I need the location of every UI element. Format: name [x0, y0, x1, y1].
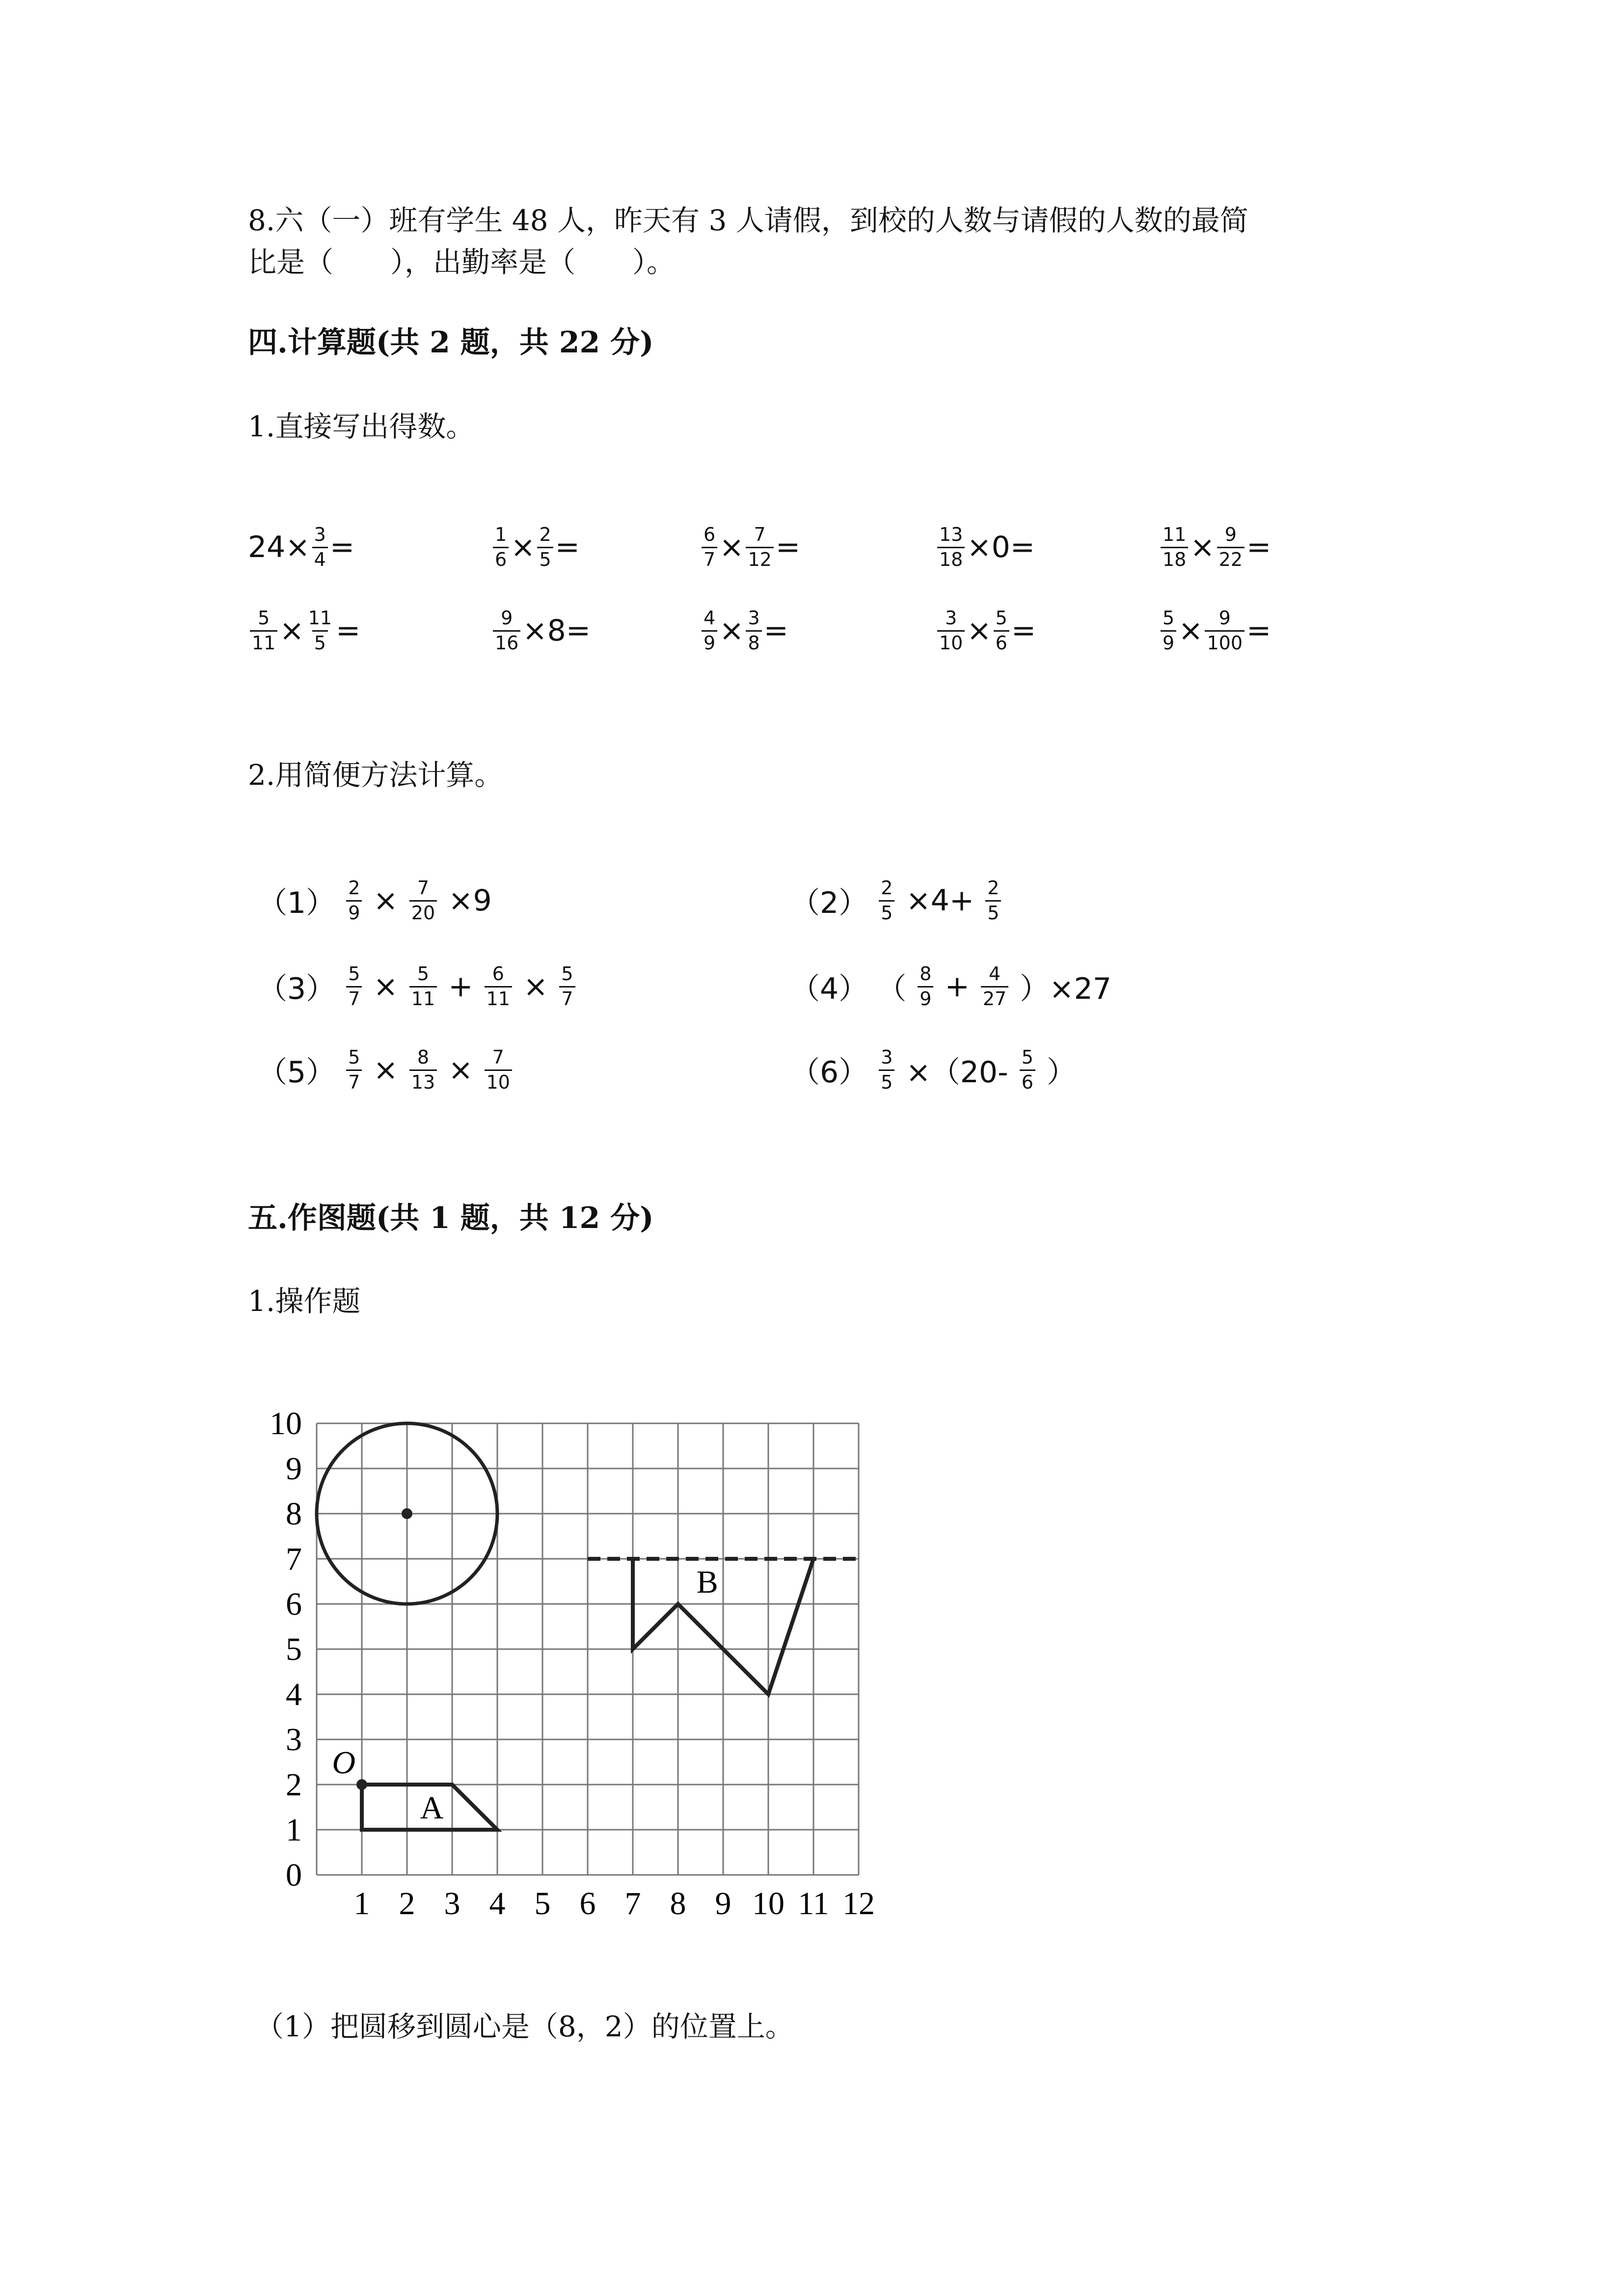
numerator: 3 [881, 1046, 893, 1068]
simplify-calc-item [790, 1033, 1076, 1107]
denominator: 5 [879, 1069, 894, 1093]
section5-heading: 五.作图题(共 1 题，共 12 分) [248, 1201, 654, 1235]
fraction [493, 525, 509, 570]
numerator: 5 [1021, 1046, 1033, 1068]
s4-q2-prompt: 2.用简便方法计算。 [248, 758, 503, 792]
denominator: 6 [1020, 1069, 1035, 1093]
fraction [1020, 1048, 1035, 1093]
s5-sub1: （1）把圆移到圆心是（8，2）的位置上。 [255, 2010, 794, 2043]
fraction [985, 879, 1001, 923]
denominator: 9 [918, 986, 933, 1009]
q8-line1: 8.六（一）班有学生 48 人，昨天有 3 人请假，到校的人数与请假的人数的最简 [248, 204, 1248, 237]
numerator: 13 [939, 523, 963, 545]
denominator: 13 [409, 1069, 437, 1093]
x-tick-label: 8 [670, 1886, 686, 1922]
simplify-calc-item [258, 864, 492, 937]
math-token: ） [1037, 1055, 1077, 1090]
numerator: 7 [492, 1046, 504, 1068]
direct-calc-item [700, 594, 788, 667]
x-tick-label: 5 [534, 1886, 551, 1922]
fraction [879, 879, 894, 923]
numerator: 3 [945, 607, 957, 629]
item-label: （2） [790, 886, 868, 920]
y-tick-label: 9 [286, 1451, 302, 1487]
y-tick-label: 8 [286, 1496, 302, 1532]
fraction [879, 1048, 894, 1093]
x-tick-label: 10 [752, 1886, 785, 1922]
direct-calc-item [1159, 510, 1271, 584]
math-token: = [1246, 614, 1272, 648]
denominator: 6 [994, 630, 1009, 653]
direct-calc-item [935, 510, 1035, 584]
numerator: 8 [920, 962, 932, 985]
denominator: 7 [559, 986, 575, 1009]
direct-calc-item [700, 510, 800, 584]
numerator: 3 [748, 607, 760, 629]
math-token: × [511, 530, 536, 564]
fraction [1161, 609, 1176, 653]
origin-point [356, 1779, 367, 1790]
fraction [346, 964, 362, 1009]
y-tick-label: 7 [286, 1541, 302, 1577]
numerator: 7 [417, 877, 430, 899]
numerator: 5 [258, 607, 270, 629]
denominator: 16 [493, 630, 520, 653]
simplify-calc-item [790, 950, 1111, 1023]
numerator: 5 [561, 962, 573, 985]
x-tick-label: 1 [353, 1886, 370, 1922]
math-token: = [336, 614, 361, 648]
denominator: 6 [493, 547, 509, 570]
section4-heading: 四.计算题(共 2 题，共 22 分) [248, 325, 654, 360]
numerator: 9 [1218, 607, 1231, 629]
direct-calc-item [1159, 594, 1271, 667]
math-token: = [763, 614, 788, 648]
direct-calc-item [248, 510, 354, 584]
fraction [346, 879, 362, 923]
x-tick-label: 9 [715, 1886, 731, 1922]
math-token: × [364, 883, 407, 918]
direct-calc-item [491, 510, 580, 584]
numerator: 9 [501, 607, 513, 629]
y-tick-label: 4 [286, 1677, 302, 1712]
y-tick-label: 5 [286, 1631, 302, 1667]
numerator: 5 [1163, 607, 1175, 629]
numerator: 5 [348, 962, 360, 985]
fraction [250, 609, 277, 653]
simplify-calc-item [258, 950, 577, 1023]
numerator: 2 [987, 877, 1000, 899]
math-token: ×4+ [896, 883, 984, 918]
fraction [702, 525, 717, 570]
denominator: 18 [1161, 547, 1188, 570]
numerator: 2 [881, 877, 893, 899]
direct-calc-item [935, 594, 1036, 667]
math-token: × [514, 969, 558, 1004]
shape-a-label: A [420, 1790, 444, 1826]
y-tick-label: 3 [286, 1722, 302, 1758]
denominator: 10 [937, 630, 965, 653]
numerator: 6 [492, 962, 504, 985]
fraction [702, 609, 717, 653]
numerator: 4 [988, 962, 1001, 985]
numerator: 5 [417, 962, 430, 985]
math-token: × [967, 614, 992, 648]
fraction [918, 964, 933, 1009]
math-token: × [364, 1053, 407, 1087]
fraction [306, 609, 334, 653]
fraction [485, 964, 512, 1009]
denominator: 12 [746, 547, 773, 570]
numerator: 2 [539, 523, 551, 545]
denominator: 7 [346, 986, 362, 1009]
y-tick-label: 1 [286, 1812, 302, 1848]
numerator: 3 [314, 523, 326, 545]
denominator: 5 [879, 900, 894, 923]
denominator: 27 [981, 986, 1008, 1009]
math-token: + [439, 969, 483, 1004]
fraction [1217, 525, 1245, 570]
denominator: 11 [250, 630, 277, 653]
math-token: 24× [248, 530, 310, 564]
denominator: 4 [312, 547, 328, 570]
s5-q1-prompt: 1.操作题 [248, 1284, 361, 1318]
math-token: × [279, 614, 304, 648]
denominator: 11 [409, 986, 437, 1009]
math-token: × [1178, 614, 1203, 648]
numerator: 5 [348, 1046, 360, 1068]
denominator: 9 [1161, 630, 1176, 653]
fraction [746, 609, 761, 653]
math-token: × [719, 530, 744, 564]
fraction [409, 964, 437, 1009]
fraction [981, 964, 1008, 1009]
x-tick-label: 6 [579, 1886, 596, 1922]
fraction [1205, 609, 1245, 653]
origin-label: O [332, 1745, 356, 1781]
numerator: 9 [1224, 523, 1237, 545]
denominator: 5 [537, 547, 553, 570]
x-tick-label: 3 [444, 1886, 460, 1922]
math-token: × [439, 1053, 483, 1087]
numerator: 8 [417, 1046, 430, 1068]
denominator: 9 [346, 900, 362, 923]
math-token: = [1246, 530, 1272, 564]
fraction [994, 609, 1009, 653]
item-label: （1） [258, 886, 336, 920]
direct-calc-item [248, 594, 360, 667]
s4-q1-prompt: 1.直接写出得数。 [248, 410, 475, 443]
fraction [409, 879, 437, 923]
item-label: （5） [258, 1055, 336, 1090]
math-token: = [555, 530, 580, 564]
denominator: 7 [346, 1069, 362, 1093]
fraction [485, 1048, 512, 1093]
y-tick-label: 10 [270, 1406, 302, 1442]
coordinate-grid-figure [245, 1384, 898, 1934]
denominator: 10 [485, 1069, 512, 1093]
numerator: 7 [754, 523, 766, 545]
math-token: × [364, 969, 407, 1004]
x-tick-label: 4 [489, 1886, 506, 1922]
numerator: 5 [995, 607, 1007, 629]
math-token: ×0= [967, 530, 1035, 564]
direct-calc-item [491, 594, 591, 667]
fraction [746, 525, 773, 570]
denominator: 7 [702, 547, 717, 570]
fraction [537, 525, 553, 570]
math-token: （ [877, 972, 916, 1006]
numerator: 4 [704, 607, 716, 629]
denominator: 5 [985, 900, 1001, 923]
y-tick-label: 0 [286, 1857, 302, 1893]
y-tick-label: 2 [286, 1767, 302, 1803]
math-token: ×9 [439, 883, 492, 918]
numerator: 1 [495, 523, 507, 545]
numerator: 11 [1163, 523, 1187, 545]
math-token: × [719, 614, 744, 648]
numerator: 2 [348, 877, 360, 899]
simplify-calc-item [790, 864, 1003, 937]
item-label: （6） [790, 1055, 868, 1090]
x-tick-label: 12 [842, 1886, 875, 1922]
math-token: = [329, 530, 355, 564]
fraction [312, 525, 328, 570]
denominator: 20 [409, 900, 437, 923]
denominator: 9 [702, 630, 717, 653]
y-tick-label: 6 [286, 1586, 302, 1622]
denominator: 18 [937, 547, 965, 570]
denominator: 5 [312, 630, 328, 653]
fraction [937, 525, 965, 570]
simplify-calc-item [258, 1033, 514, 1107]
math-token: ×8= [522, 614, 591, 648]
x-tick-label: 2 [399, 1886, 415, 1922]
denominator: 8 [746, 630, 761, 653]
fraction [1161, 525, 1188, 570]
fraction [937, 609, 965, 653]
shape-b-label: B [696, 1564, 718, 1600]
math-token: + [935, 969, 979, 1004]
x-tick-label: 11 [798, 1886, 829, 1922]
denominator: 22 [1217, 547, 1245, 570]
q8-line2: 比是（ ），出勤率是（ ）。 [248, 245, 676, 279]
item-label: （4） [790, 972, 868, 1006]
math-token: = [775, 530, 801, 564]
denominator: 100 [1205, 630, 1245, 653]
item-label: （3） [258, 972, 336, 1006]
circle-center-dot [402, 1508, 412, 1519]
denominator: 11 [485, 986, 512, 1009]
fraction [493, 609, 520, 653]
numerator: 6 [704, 523, 716, 545]
math-token: ×（20- [896, 1055, 1018, 1090]
math-token: ）×27 [1010, 972, 1111, 1006]
math-token: × [1190, 530, 1215, 564]
numerator: 11 [308, 607, 332, 629]
fraction [409, 1048, 437, 1093]
x-tick-label: 7 [624, 1886, 641, 1922]
fraction [346, 1048, 362, 1093]
math-token: = [1011, 614, 1036, 648]
fraction [559, 964, 575, 1009]
